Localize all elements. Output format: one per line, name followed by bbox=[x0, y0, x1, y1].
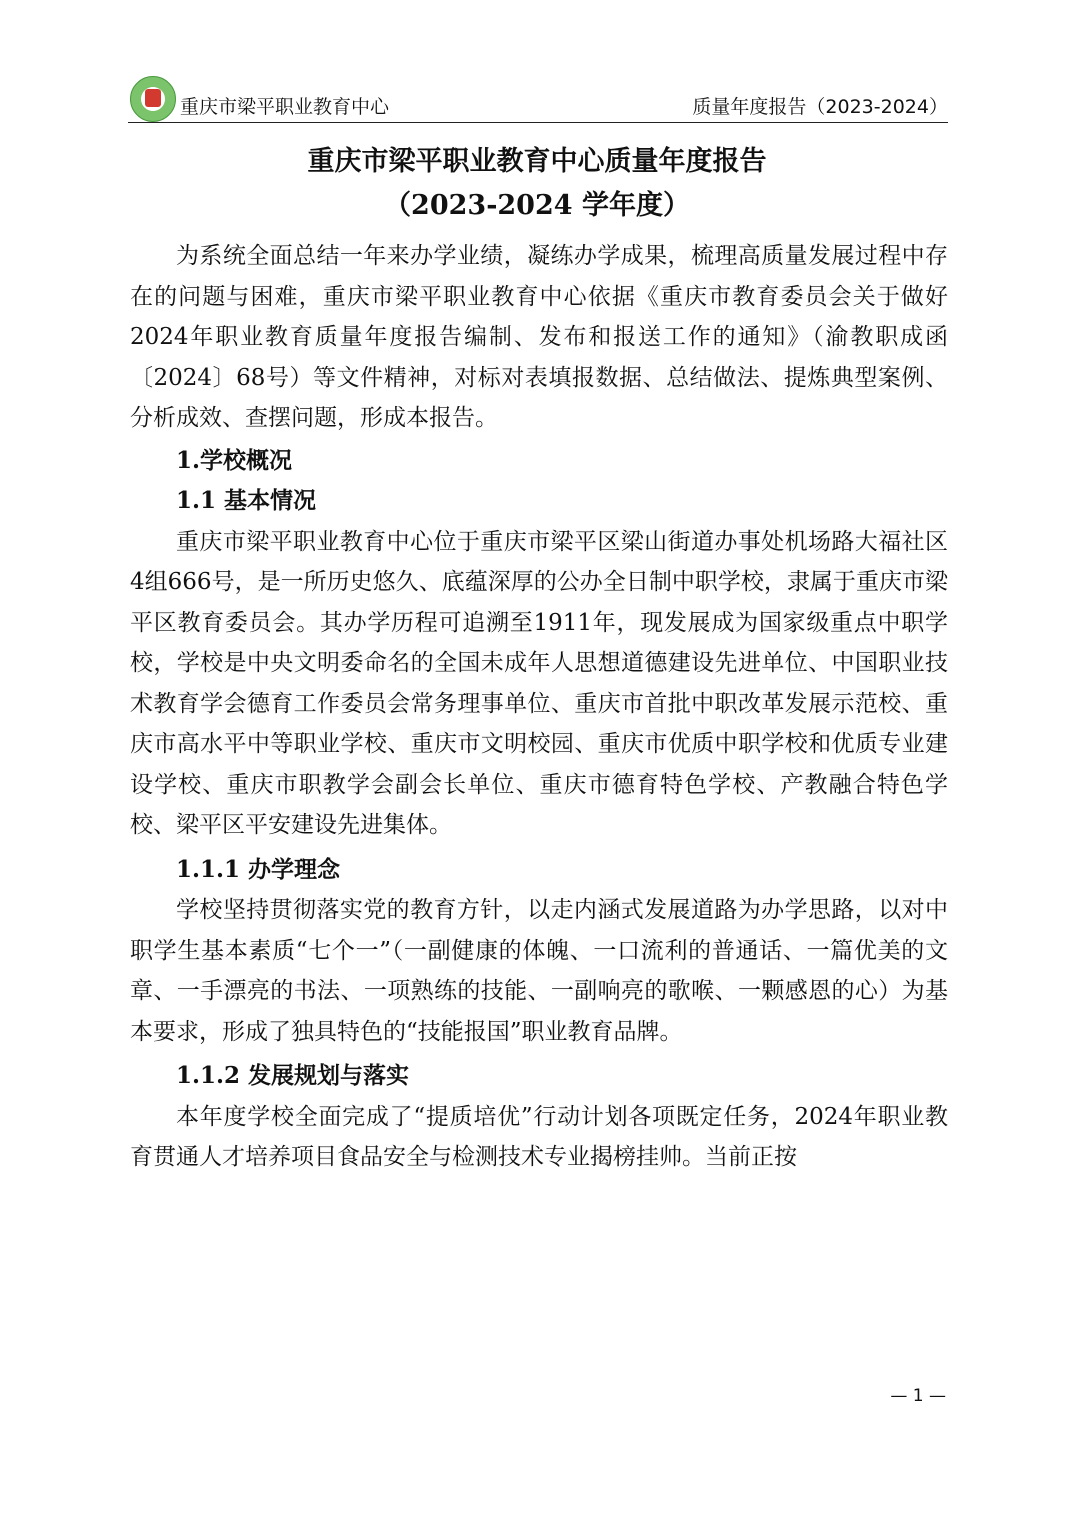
intro-paragraph: 为系统全面总结一年来办学业绩，凝练办学成果，梳理高质量发展过程中存在的问题与困难，重庆市梁平职业教育中心依据《重庆市教育委员会关于做好2024年职业教育质量年度报告编制、发布和报送工作的通知》（渝教职成函〔2024〕68号）等文件精神，对标对表填报数据、总结做法、提炼典型案例、分析成效、查摆问题，形成本报告。 bbox=[130, 243, 948, 431]
page-header bbox=[128, 72, 948, 124]
section-heading-1-1-2: 1.1.2 发展规划与落实 bbox=[176, 1062, 410, 1089]
document-title: 重庆市梁平职业教育中心质量年度报告 bbox=[307, 146, 767, 177]
section-heading-1: 1.学校概况 bbox=[176, 446, 293, 474]
page-number: — 1 — bbox=[890, 1386, 946, 1406]
document-body bbox=[130, 236, 948, 1178]
section-heading-1-1: 1.1 基本情况 bbox=[176, 487, 317, 514]
header-school-name: 重庆市梁平职业教育中心 bbox=[180, 96, 390, 118]
section-heading-1-1-1: 1.1.1 办学理念 bbox=[176, 855, 341, 883]
planning-paragraph: 本年度学校全面完成了“提质培优”行动计划各项既定任务，2024年职业教育贯通人才培养项目食品安全与检测技术专业揭榜挂帅。当前正按 bbox=[130, 1103, 948, 1170]
philosophy-paragraph: 学校坚持贯彻落实党的教育方针，以走内涵式发展道路为办学思路，以对中职学生基本素质“七个一”（一副健康的体魄、一口流利的普通话、一篇优美的文章、一手漂亮的书法、一项熟练的技能、一副响亮的歌喉、一颗感恩的心）为基本要求，形成了独具特色的“技能报国”职业教育品牌。 bbox=[130, 897, 948, 1045]
header-divider bbox=[128, 122, 948, 123]
document-subtitle: （2023-2024 学年度） bbox=[384, 190, 690, 221]
basic-info-paragraph: 重庆市梁平职业教育中心位于重庆市梁平区梁山街道办事处机场路大福社区4组666号，是一所历史悠久、底蕴深厚的公办全日制中职学校，隶属于重庆市梁平区教育委员会。其办学历程可追溯至1911年，现发展成为国家级重点中职学校，学校是中央文明委命名的全国未成年人思想道德建设先进单位、中国职业技术教育学会德育工作委员会常务理事单位、重庆市首批中职改革发展示范校、重庆市高水平中等职业学校、重庆市文明校园、重庆市优质中职学校和优质专业建设学校、重庆市职教学会副会长单位、重庆市德育特色学校、产教融合特色学校、梁平区平安建设先进集体。 bbox=[130, 528, 948, 838]
school-logo-icon bbox=[130, 76, 176, 122]
header-report-name: 质量年度报告（2023-2024） bbox=[692, 96, 948, 118]
